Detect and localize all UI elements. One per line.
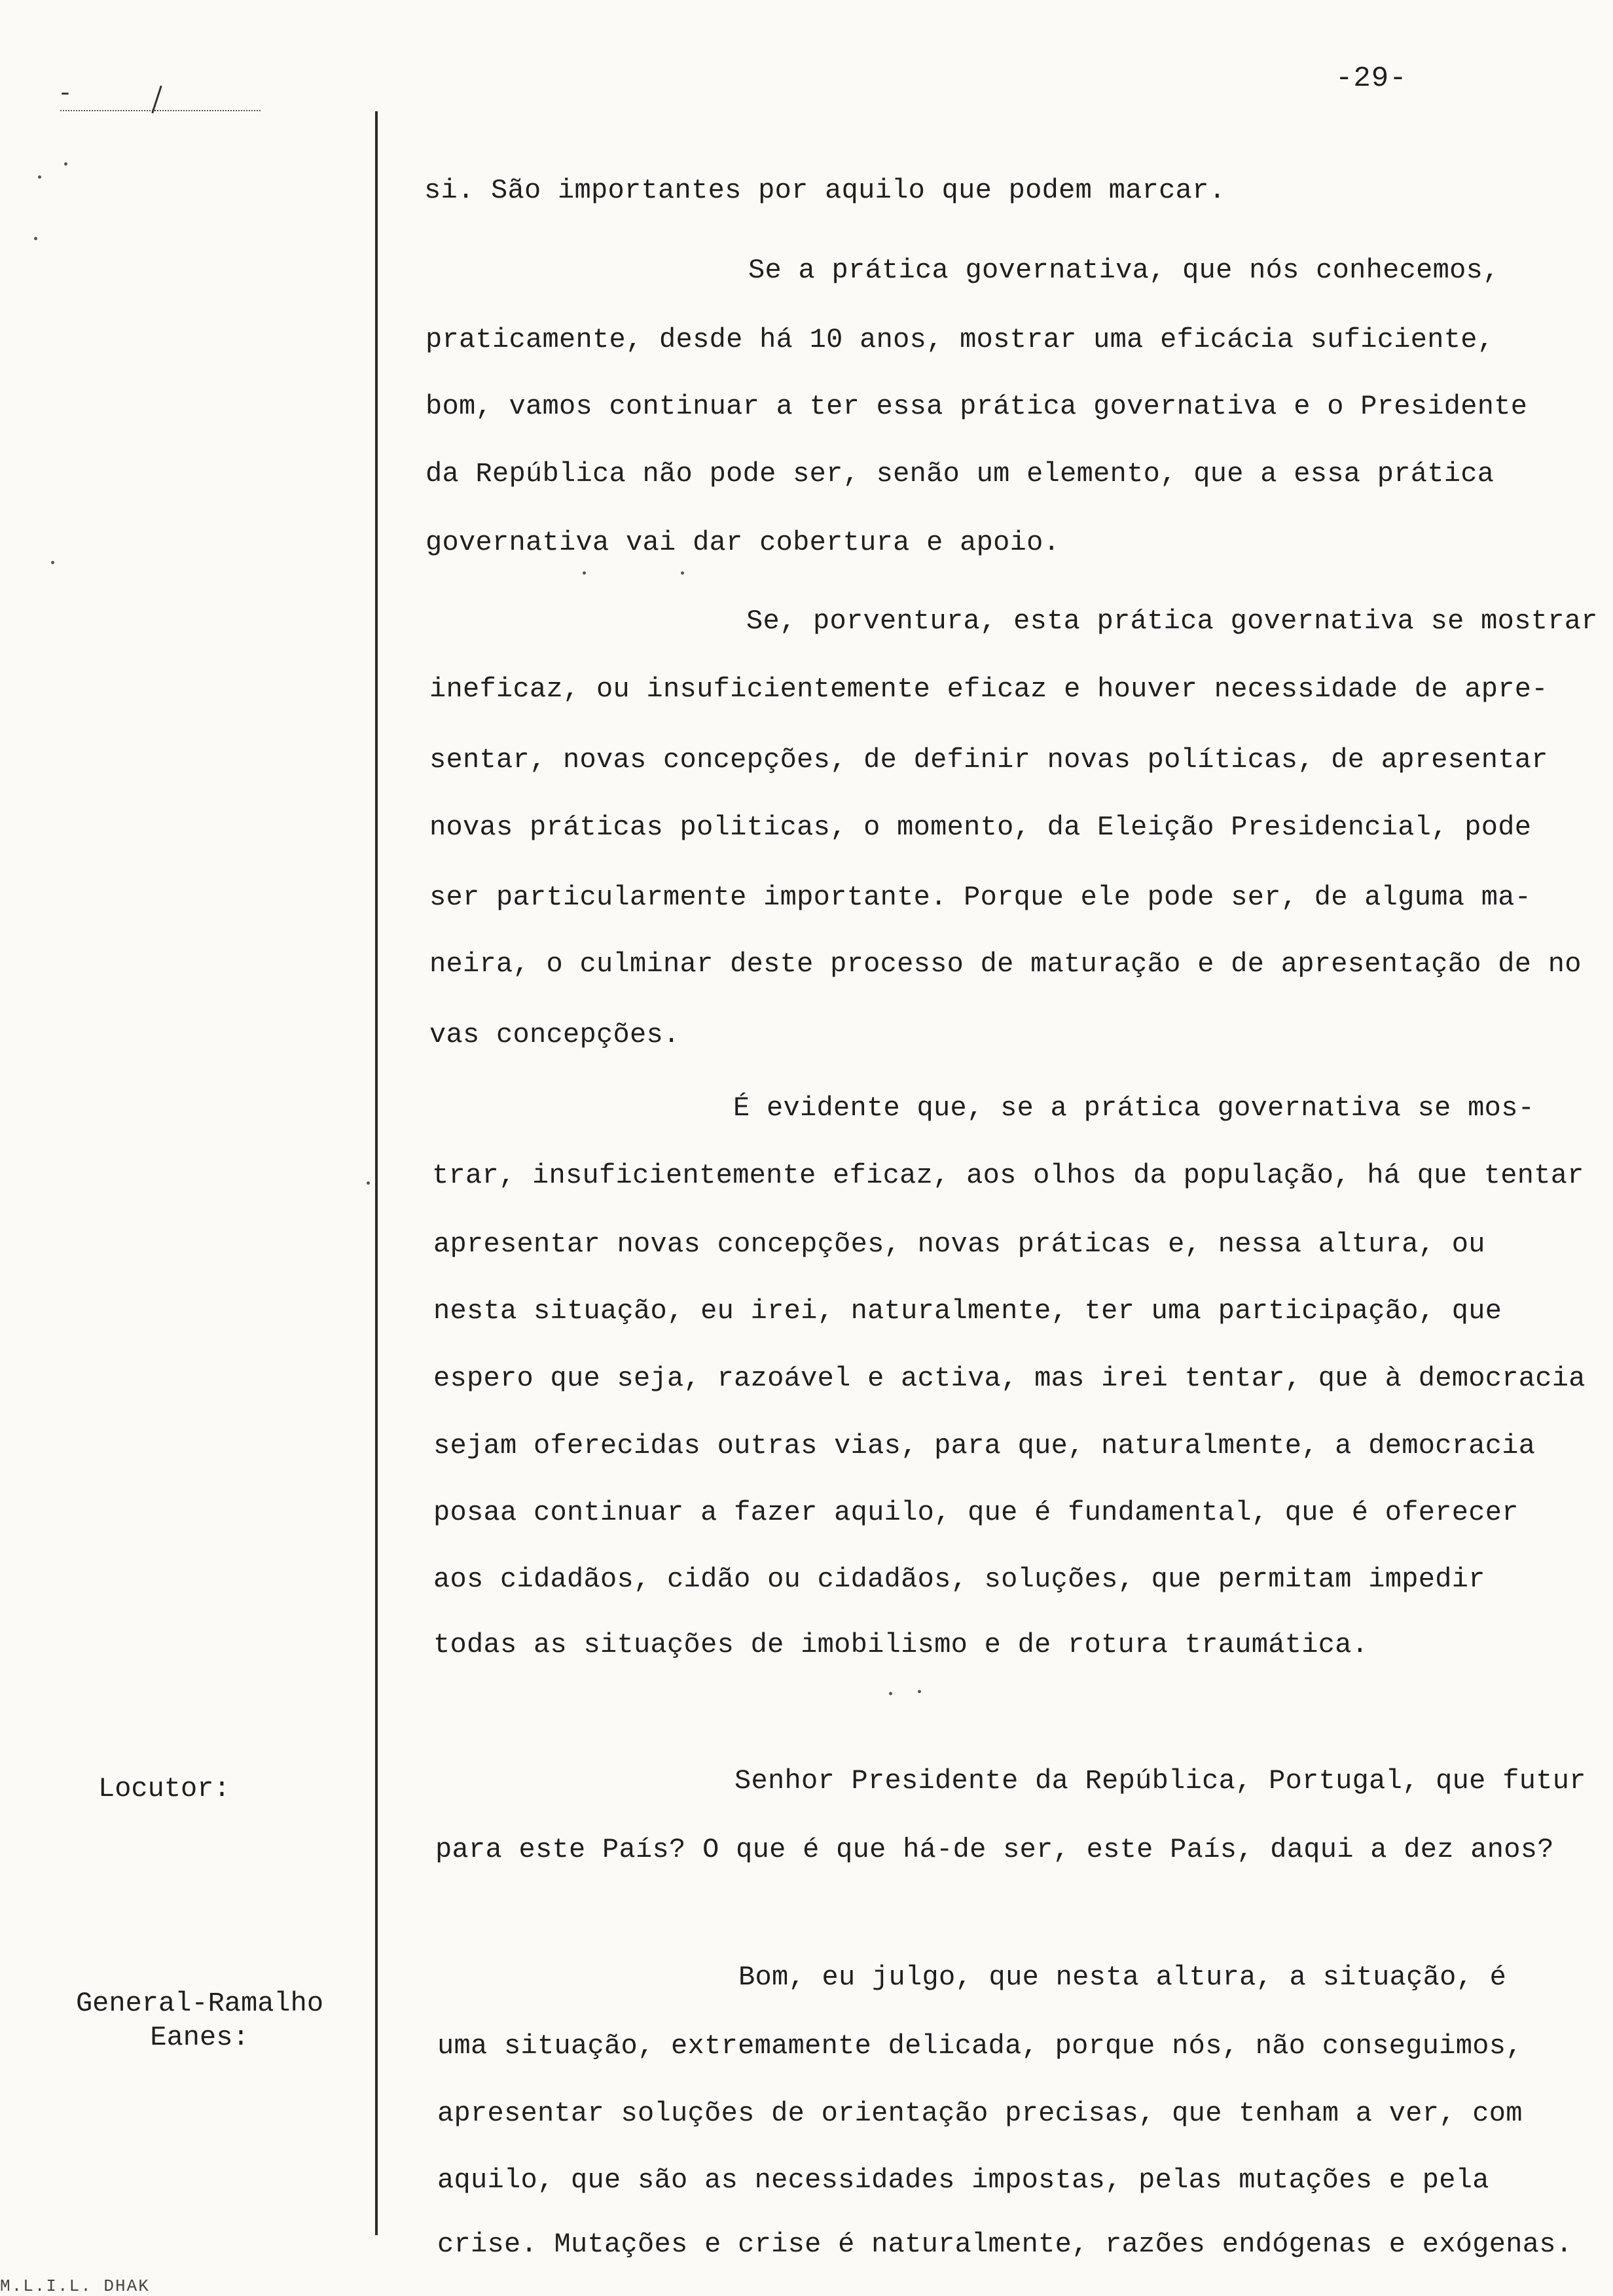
text-line: sejam oferecidas outras vias, para que, naturalmente, a democracia: [433, 1430, 1536, 1462]
text-line: bom, vamos continuar a ter essa prática governativa e o Presidente: [426, 391, 1528, 422]
corner-slash-mark: [151, 86, 162, 114]
scan-speck: [367, 1181, 370, 1185]
text-line: da República não pode ser, senão um elemento, que a essa prática: [426, 458, 1495, 490]
corner-mark: -: [58, 80, 73, 108]
text-line: Se, porventura, esta prática governativa se mostrar: [746, 605, 1598, 637]
text-line: Bom, eu julgo, que nesta altura, a situação, é: [738, 1962, 1507, 1993]
margin-rule: [375, 111, 378, 2235]
speaker-label-general-line1: General-Ramalho: [75, 1988, 324, 2019]
text-line: governativa vai dar cobertura e apoio.: [426, 527, 1060, 558]
speaker-label-locutor: Locutor:: [98, 1773, 230, 1804]
text-line: para este País? O que é que há-de ser, este País, daqui a dez anos?: [435, 1834, 1554, 1865]
text-line: É evidente que, se a prática governativa se mos-: [733, 1092, 1535, 1124]
text-line: posaa continuar a fazer aquilo, que é fundamental, que é oferecer: [433, 1497, 1519, 1528]
text-line: espero que seja, razoável e activa, mas irei tentar, que à democracia: [433, 1363, 1586, 1394]
text-line: novas práticas politicas, o momento, da Eleição Presidencial, pode: [429, 812, 1532, 843]
scan-speck: [51, 561, 54, 564]
scan-speck: [889, 1692, 892, 1695]
text-line: aos cidadãos, cidão ou cidadãos, soluções, que permitam impedir: [433, 1564, 1485, 1595]
scan-speck: [583, 571, 586, 575]
text-line: si. São importantes por aquilo que podem marcar.: [424, 175, 1226, 206]
text-line: apresentar novas concepções, novas práticas e, nessa altura, ou: [433, 1229, 1485, 1260]
scan-speck: [64, 162, 67, 166]
scan-speck: [34, 237, 37, 240]
text-line: vas concepções.: [429, 1019, 680, 1050]
text-line: ineficaz, ou insuficientemente eficaz e houver necessidade de apre-: [429, 673, 1548, 705]
text-line: crise. Mutações e crise é naturalmente, razões endógenas e exógenas.: [437, 2229, 1573, 2260]
text-line: ser particularmente importante. Porque ele pode ser, de alguma ma-: [429, 882, 1532, 913]
text-line: sentar, novas concepções, de definir novas políticas, de apresentar: [429, 744, 1548, 776]
bottom-stamp: M.L.I.L. DHAK: [0, 2276, 150, 2296]
text-line: Se a prática governativa, que nós conhecemos,: [748, 255, 1500, 286]
scan-speck: [681, 571, 684, 575]
text-line: apresentar soluções de orientação precisas, que tenham a ver, com: [437, 2098, 1523, 2129]
text-line: trar, insuficientemente eficaz, aos olhos da população, há que tentar: [432, 1160, 1584, 1191]
text-line: nesta situação, eu irei, naturalmente, ter uma participação, que: [433, 1295, 1502, 1327]
text-line: aquilo, que são as necessidades impostas, pelas mutações e pela: [437, 2164, 1489, 2196]
text-line: uma situação, extremamente delicada, porque nós, não conseguimos,: [437, 2030, 1523, 2062]
text-line: todas as situações de imobilismo e de rotura traumática.: [433, 1629, 1369, 1660]
text-line: Senhor Presidente da República, Portugal, que futur: [734, 1765, 1586, 1797]
text-line: praticamente, desde há 10 anos, mostrar uma eficácia suficiente,: [426, 324, 1495, 355]
scan-speck: [918, 1690, 921, 1693]
corner-dotted-line: [60, 110, 261, 111]
scan-speck: [38, 175, 41, 179]
speaker-label-general-line2: Eanes:: [150, 2022, 249, 2053]
page-number: -29-: [1335, 62, 1407, 95]
text-line: neira, o culminar deste processo de maturação e de apresentação de no: [429, 948, 1582, 980]
